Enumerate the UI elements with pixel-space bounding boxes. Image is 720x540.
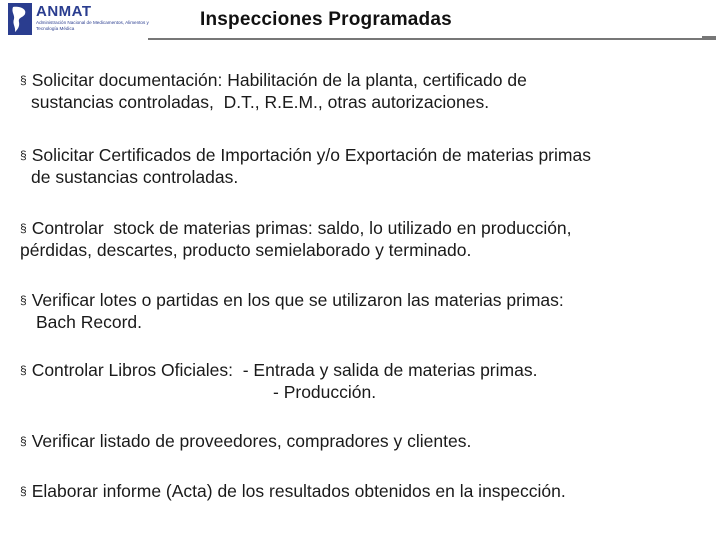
list-item-text: Solicitar documentación: Habilitación de la planta, certificado de (31, 70, 527, 90)
list-item-text: Bach Record. (36, 312, 143, 332)
logo-name: ANMAT (36, 3, 92, 20)
list-item (20, 359, 710, 403)
list-item-text: Controlar stock de materias primas: saldo, lo utilizado en producción, (31, 218, 572, 238)
list-item-text: Controlar Libros Oficiales: - Entrada y salida de materias primas. (31, 360, 538, 380)
list-item (20, 430, 710, 452)
list-item (20, 217, 710, 261)
header-divider (148, 38, 716, 40)
list-item-text: de sustancias controladas. (31, 167, 239, 187)
list-item (20, 69, 710, 113)
bullet-icon: § (20, 434, 27, 448)
list-item-text: Solicitar Certificados de Importación y/o Exportación de materias primas (31, 145, 591, 165)
list-item-line (20, 480, 710, 502)
bullet-icon: § (20, 221, 27, 235)
anmat-emblem-icon (8, 3, 32, 35)
list-item-text: Elaborar informe (Acta) de los resultados obtenidos en la inspección. (31, 481, 566, 501)
page-title: Inspecciones Programadas (200, 9, 452, 30)
logo-subtitle: Administración Nacional de Medicamentos, Alimentos y Tecnología Médica (36, 20, 149, 31)
list-item (20, 289, 710, 333)
list-item-line (20, 217, 710, 239)
list-item-text: sustancias controladas, D.T., R.E.M., otras autorizaciones. (31, 92, 490, 112)
list-item-text: Verificar lotes o partidas en los que se utilizaron las materias primas: (31, 290, 564, 310)
list-item-text: Verificar listado de proveedores, compradores y clientes. (31, 431, 472, 451)
bullet-icon: § (20, 148, 27, 162)
list-item-line (20, 289, 710, 311)
list-item-text: pérdidas, descartes, producto semielaborado y terminado. (20, 240, 472, 260)
list-item-text: - Producción. (273, 382, 377, 402)
bullet-icon: § (20, 363, 27, 377)
anmat-logo (8, 3, 148, 39)
list-item-line (20, 430, 710, 452)
list-item (20, 144, 710, 188)
header-divider-end (702, 36, 716, 40)
list-item (20, 480, 710, 502)
bullet-icon: § (20, 293, 27, 307)
bullet-icon: § (20, 484, 27, 498)
list-item-line (20, 69, 710, 91)
list-item-line (20, 144, 710, 166)
list-item-line (20, 359, 710, 381)
bullet-icon: § (20, 73, 27, 87)
